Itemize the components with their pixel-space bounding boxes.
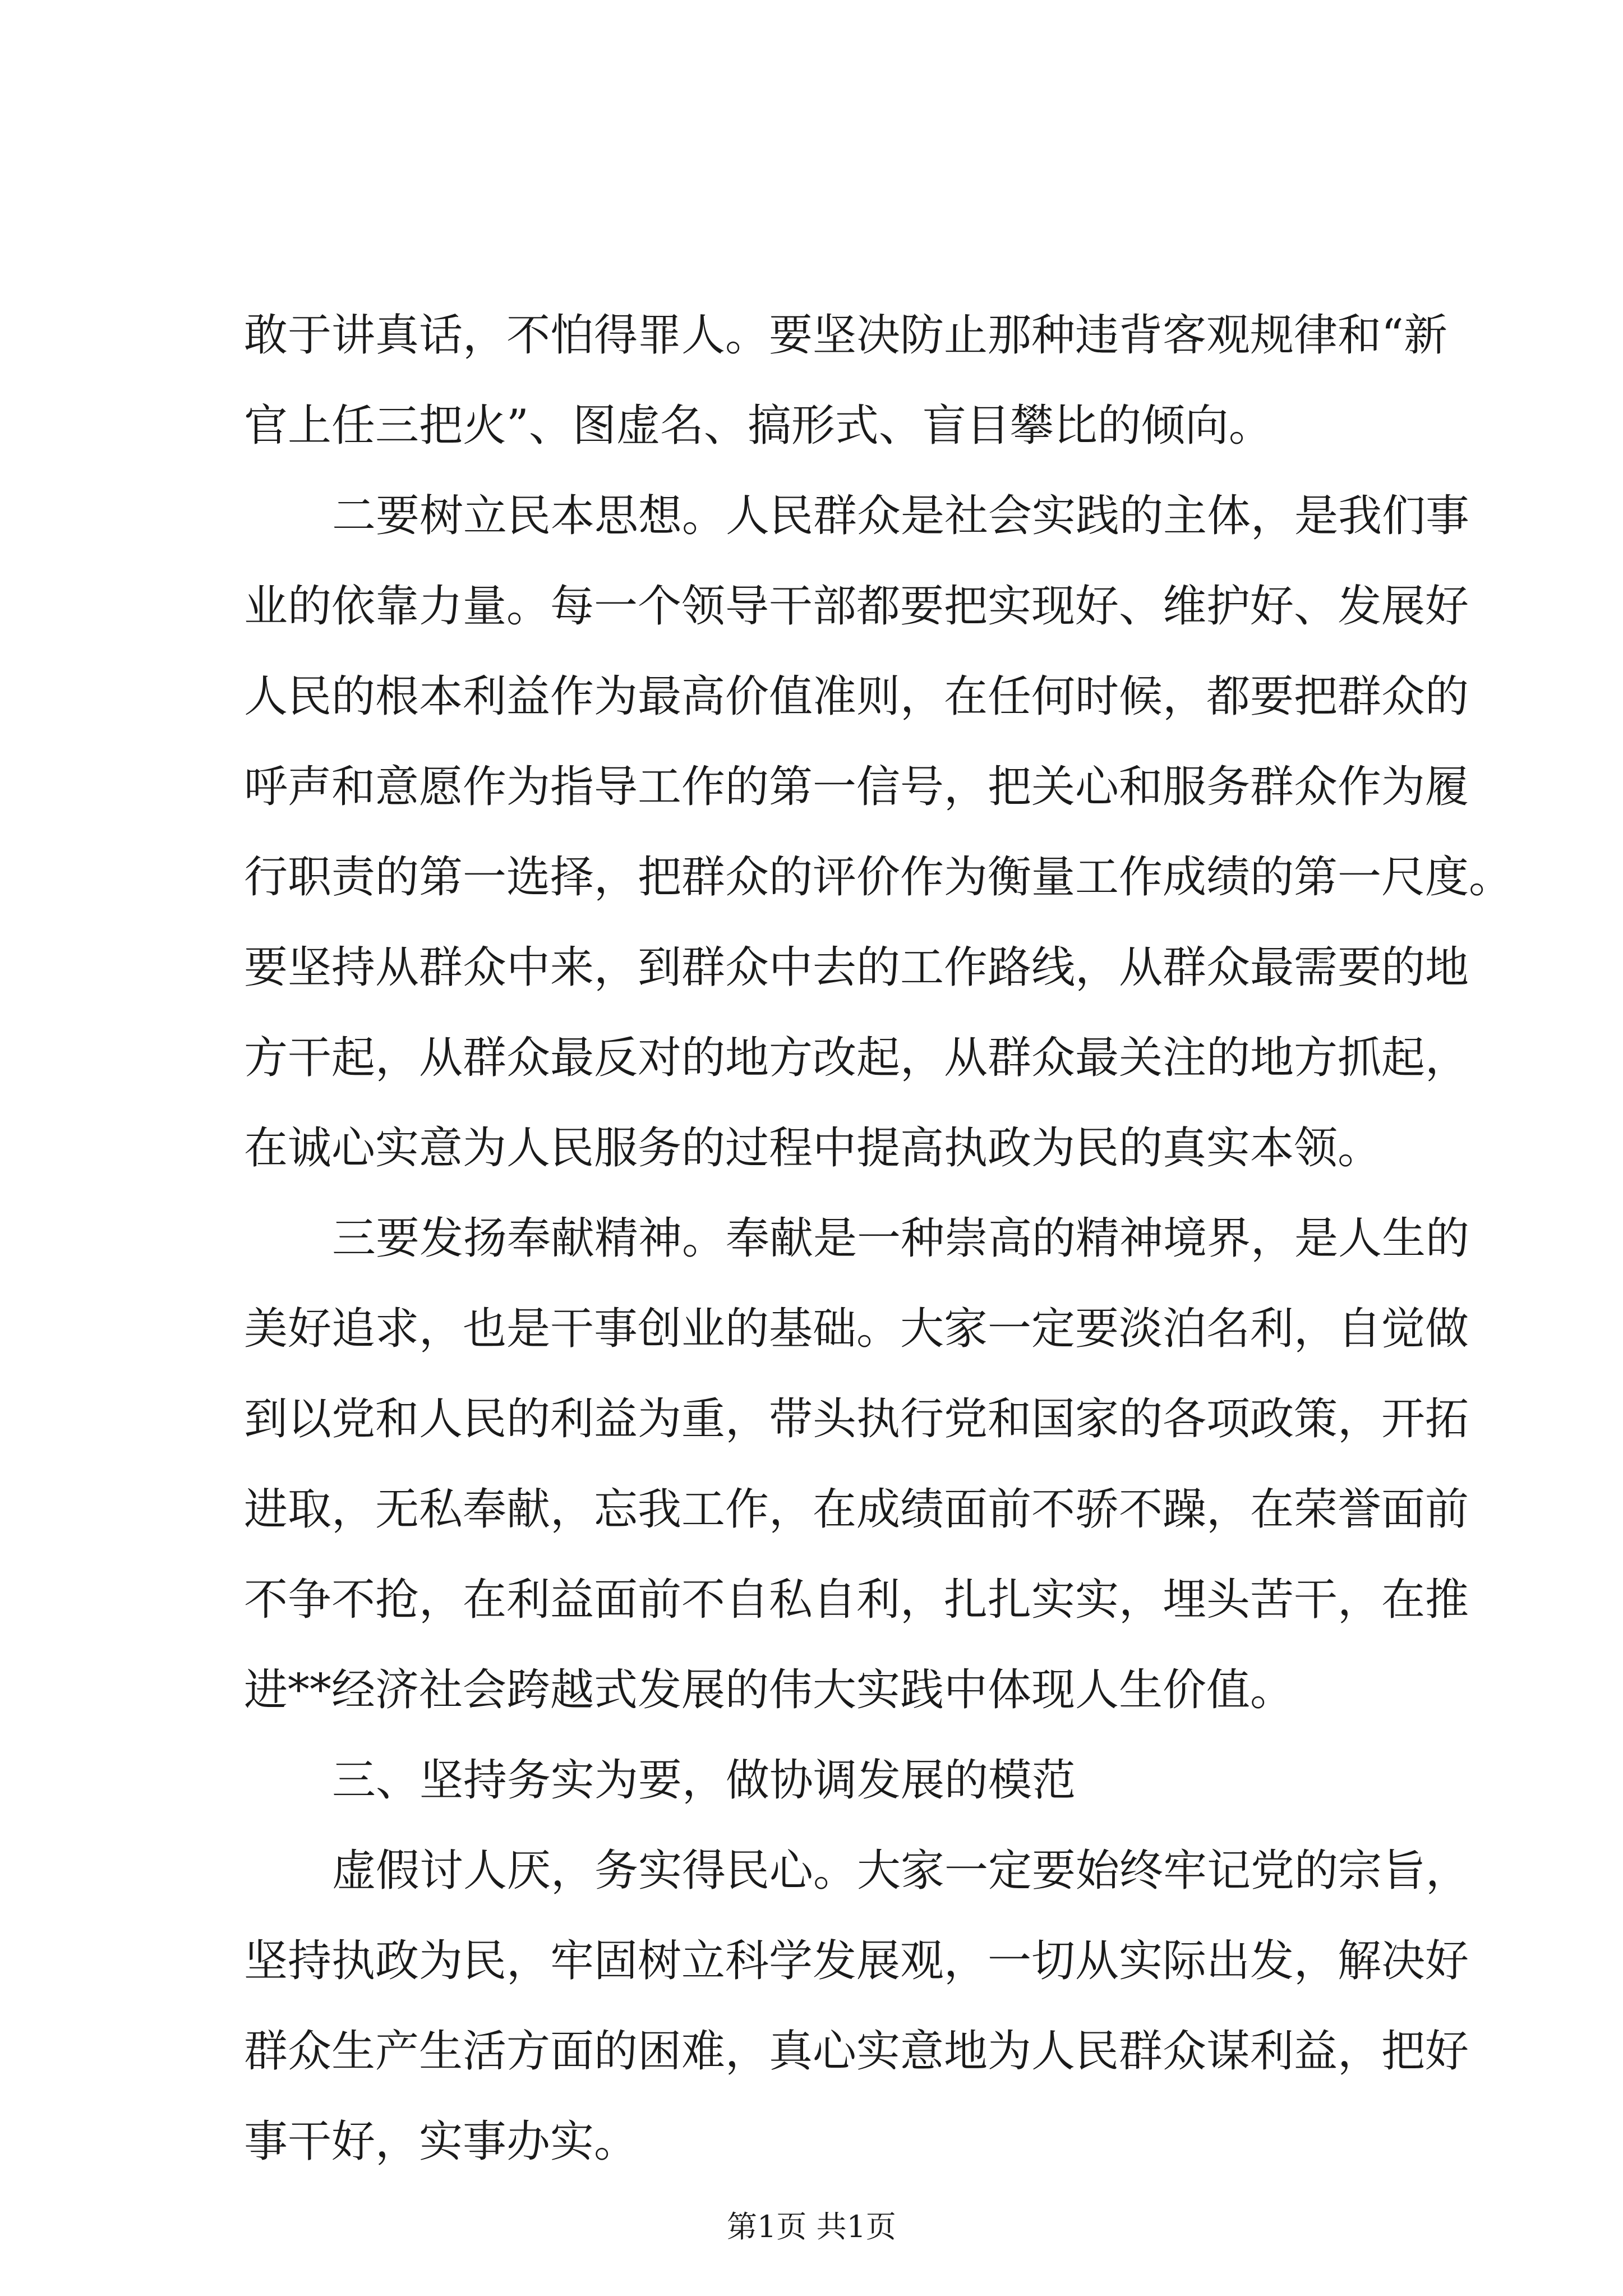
paragraph-line: 事干好，实事办实。: [244, 2116, 638, 2167]
paragraph-line: 呼声和意愿作为指导工作的第一信号，把关心和服务群众作为履: [244, 762, 1469, 812]
paragraph-line: 三要发扬奉献精神。奉献是一种崇高的精神境界，是人生的: [332, 1213, 1470, 1264]
paragraph-line: 方干起，从群众最反对的地方改起，从群众最关注的地方抓起，: [244, 1033, 1469, 1083]
paragraph-line: 不争不抢，在利益面前不自私自利，扎扎实实，埋头苦干，在推: [244, 1575, 1469, 1625]
paragraph-line: 在诚心实意为人民服务的过程中提高执政为民的真实本领。: [244, 1123, 1382, 1174]
paragraph-line: 进**经济社会跨越式发展的伟大实践中体现人生价值。: [244, 1665, 1294, 1715]
paragraph-line: 要坚持从群众中来，到群众中去的工作路线，从群众最需要的地: [244, 942, 1469, 993]
paragraph-line: 二要树立民本思想。人民群众是社会实践的主体，是我们事: [332, 491, 1470, 541]
paragraph-line: 敢于讲真话，不怕得罪人。要坚决防止那种违背客观规律和“新: [244, 310, 1447, 361]
paragraph-line: 到以党和人民的利益为重，带头执行党和国家的各项政策，开拓: [244, 1394, 1469, 1444]
section-heading: 三、坚持务实为要，做协调发展的模范: [332, 1755, 1076, 1806]
paragraph-line: 坚持执政为民，牢固树立科学发展观，一切从实际出发，解决好: [244, 1936, 1469, 1986]
page-footer: 第1页 共1页: [727, 2209, 896, 2244]
paragraph-line: 人民的根本利益作为最高价值准则，在任何时候，都要把群众的: [244, 671, 1469, 722]
paragraph-line: 进取，无私奉献，忘我工作，在成绩面前不骄不躁，在荣誉面前: [244, 1484, 1469, 1535]
paragraph-line: 行职责的第一选择，把群众的评价作为衡量工作成绩的第一尺度。: [244, 852, 1513, 903]
paragraph-line: 虚假讨人厌，务实得民心。大家一定要始终牢记党的宗旨，: [332, 1846, 1470, 1896]
paragraph-line: 业的依靠力量。每一个领导干部都要把实现好、维护好、发展好: [244, 581, 1469, 632]
paragraph-line: 美好追求，也是干事创业的基础。大家一定要淡泊名利，自觉做: [244, 1304, 1469, 1354]
paragraph-line: 官上任三把火”、图虚名、搞形式、盲目攀比的倾向。: [244, 401, 1272, 451]
paragraph-line: 群众生产生活方面的困难，真心实意地为人民群众谋利益，把好: [244, 2026, 1469, 2077]
